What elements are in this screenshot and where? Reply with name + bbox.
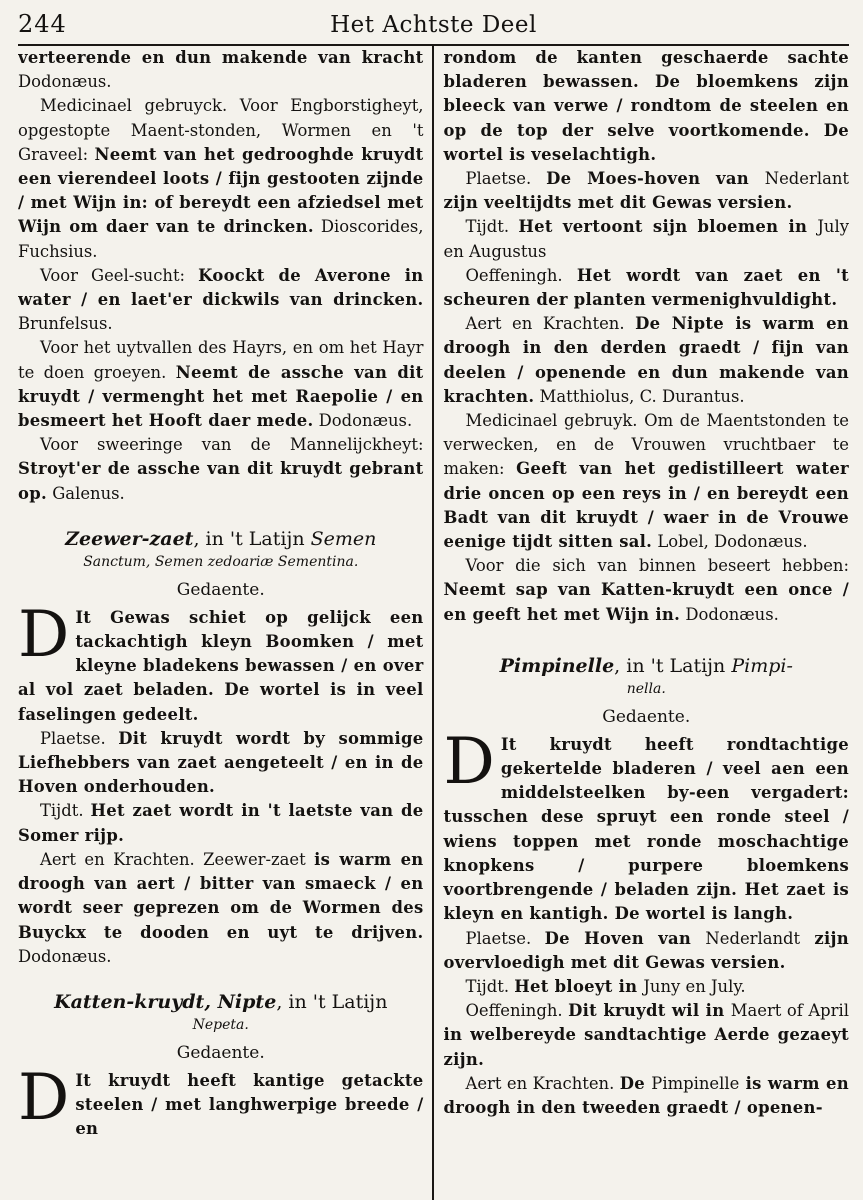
column-divider: [432, 46, 434, 1200]
blackletter-run: De Hoven van: [544, 928, 706, 948]
title-latin: Pimpi-: [731, 654, 793, 677]
paragraph: [444, 409, 850, 554]
description-text: It kruydt heeft rondtachtige gekertelde bladeren / veel aen een middelsteelken by-een vergadert: tusschen dese spruyt een ronde steel / wiens toppen met ronde moschachtige knopkens / purpere bloemkens voortbrengende / beladen zijn. Het zaet is kleyn en kantigh. De wortel is langh.: [443, 734, 850, 924]
blackletter-run: zijn overvloedigh met dit Gewas versien.: [443, 928, 849, 972]
roman-run: Tijdt.: [465, 217, 519, 237]
roman-run: Juny en July.: [643, 976, 746, 996]
page-number: 244: [18, 10, 67, 38]
roman-run: Dioscorides, Fuchsius.: [18, 217, 424, 261]
roman-run: Voor het uytvallen des Hayrs, en om het Hayr te doen groeyen.: [18, 338, 424, 382]
paragraph: [444, 46, 850, 167]
paragraph: [18, 727, 424, 800]
left-column: [18, 46, 430, 1200]
roman-run: Dodonæus.: [18, 72, 112, 92]
blackletter-run: in welbereyde sandtachtige Aerde gezaeyt zijn.: [443, 1025, 850, 1069]
title-rest: , in 't Latijn: [614, 654, 732, 677]
blackletter-run: Neemt van het gedrooghde kruydt een vierendeel loots / fijn gestooten zijnde / met Wijn in: of bereydt een afziedsel met Wijn om daer van te drincken.: [18, 144, 424, 237]
title-latin: Semen: [310, 527, 377, 550]
blackletter-run: Het zaet wordt in 't laetste van de Somer rijp.: [18, 801, 424, 845]
roman-run: Matthiolus, C. Durantus.: [534, 386, 745, 406]
roman-run: Oeffeningh.: [465, 1001, 569, 1021]
paragraph: [18, 264, 424, 337]
pimpinelle-description: [443, 724, 850, 927]
paragraph: [444, 215, 850, 263]
paragraph: [18, 94, 424, 263]
title-rest: , in 't Latijn: [193, 527, 311, 550]
title-name: Zeewer-zaet: [65, 527, 194, 550]
roman-run: Dodonæus.: [18, 946, 112, 966]
blackletter-run: verteerende en dun makende van kracht: [18, 48, 424, 67]
roman-run: Maert of April: [730, 1001, 849, 1021]
title-rest: , in 't Latijn: [276, 990, 388, 1013]
paragraph: [444, 167, 850, 215]
paragraph: [18, 433, 424, 506]
blackletter-run: Stroyt'er de assche van dit kruydt gebrant op.: [18, 459, 424, 503]
section-title-zeewer: [18, 526, 424, 552]
paragraph: [18, 799, 424, 847]
drop-cap: D: [18, 597, 70, 672]
title-name: Katten-kruydt, Nipte: [54, 990, 277, 1013]
blackletter-run: Geeft van het gedistilleert water drie oncen op een reys in / en bereydt een Badt van dit kruydt / waer in de Vrouwe eenige tijdt sitten sal.: [443, 459, 850, 552]
blackletter-run: Het vertoont sijn bloemen in: [518, 217, 818, 237]
roman-run: Medicinael gebruyk. Om de Maentstonden te verwecken, en de Vrouwen vruchtbaer te maken:: [443, 411, 850, 479]
paragraph: [444, 1072, 850, 1120]
paragraph: [444, 312, 850, 409]
roman-run: Dodonæus.: [313, 411, 413, 431]
roman-run: Aert en Krachten.: [465, 1073, 620, 1093]
katten-description: [18, 1060, 424, 1142]
title-name: Pimpinelle: [499, 654, 615, 677]
roman-run: Galenus.: [47, 483, 125, 503]
roman-run: Pimpinelle: [651, 1073, 740, 1093]
blackletter-run: Het wordt van zaet en 't scheuren der planten vermenighvuldight.: [443, 265, 850, 310]
section-title-pimpinelle: [444, 653, 850, 679]
roman-run: Voor Geel-sucht:: [40, 265, 199, 285]
blackletter-run: Dit kruydt wordt by sommige Liefhebbers van zaet aengeteelt / en in de Hoven onderhouden.: [18, 728, 424, 797]
roman-run: Nederlandt: [705, 928, 801, 948]
blackletter-run: De Nipte is warm en droogh in den derden graedt / fijn van deelen / openende en dun makende van krachten.: [443, 314, 850, 406]
roman-run: Medicinael gebruyck. Voor Engborstigheyt, opgestopte Maent-stonden, Wormen en 't Graveel:: [18, 96, 424, 164]
paragraph: [18, 848, 424, 969]
paragraph: [444, 975, 850, 999]
blackletter-run: is warm en droogh van aert / bitter van smaeck / en wordt seer geprezen om de Wormen des Buyckx te dooden en uyt te drijven.: [18, 849, 424, 942]
drop-cap: D: [443, 724, 495, 799]
blackletter-run: Neemt sap van Katten-kruydt een once / en geeft het met Wijn in.: [443, 580, 850, 624]
right-column: [436, 46, 850, 1200]
zeewer-description: [18, 597, 424, 727]
roman-run: Plaetse.: [40, 728, 119, 748]
blackletter-run: Het bloeyt in: [514, 976, 644, 996]
two-column-body: [18, 46, 849, 1200]
blackletter-run: zijn veeltijdts met dit Gewas versien.: [443, 193, 793, 213]
page-header: [18, 6, 849, 46]
paragraph: [444, 927, 850, 975]
description-text: It kruydt heeft kantige getackte steelen / met langhwerpige breede / en: [75, 1070, 424, 1139]
roman-run: Aert en Krachten.: [465, 314, 636, 334]
gedaente-heading: Gedaente.: [602, 706, 691, 727]
roman-run: Voor die sich van binnen beseert hebben:: [465, 556, 850, 576]
running-head: Het Achtste Deel: [330, 12, 537, 38]
blackletter-run: De: [619, 1073, 652, 1093]
blackletter-run: is warm en droogh in den tweeden graedt / openen-: [443, 1073, 850, 1117]
roman-run: Plaetse.: [465, 169, 547, 189]
roman-run: Nederlant: [764, 169, 849, 189]
roman-run: Oeffeningh.: [465, 265, 577, 285]
blackletter-run: Koockt de Averone in water / en laet'er dickwils van drincken.: [18, 265, 424, 310]
roman-run: July en Augustus: [443, 217, 849, 261]
section-subtitle-katten: Nepeta.: [192, 1016, 249, 1033]
section-subtitle-pimpinelle: nella.: [626, 680, 666, 697]
roman-run: Tijdt.: [465, 976, 515, 996]
paragraph: [18, 336, 424, 433]
roman-run: Voor sweeringe van de Mannelijckheyt:: [40, 435, 424, 455]
section-subtitle-zeewer: Sanctum, Semen zedoariæ Sementina.: [83, 553, 359, 570]
blackletter-run: Dit kruydt wil in: [568, 1001, 731, 1021]
roman-run: Plaetse.: [465, 928, 545, 948]
blackletter-run: Neemt de assche van dit kruydt / vermenght het met Raepolie / en besmeert het Hooft daer mede.: [18, 362, 424, 431]
description-text: It Gewas schiet op gelijck een tackachtigh kleyn Boomken / met kleyne bladekens bewassen / en over al vol zaet beladen. De wortel is in veel faselingen gedeelt.: [18, 607, 424, 724]
blackletter-run: rondom de kanten geschaerde sachte bladeren bewassen. De bloemkens zijn bleeck van verwe / rondtom de steelen en op de top der selve voortkomende. De wortel is veselachtigh.: [443, 48, 850, 164]
roman-run: Tijdt.: [40, 801, 91, 821]
paragraph: [444, 999, 850, 1072]
gedaente-heading: Gedaente.: [176, 579, 265, 600]
roman-run: Dodonæus.: [680, 604, 779, 624]
roman-run: Brunfelsus.: [18, 314, 113, 334]
roman-run: Aert en Krachten. Zeewer-zaet: [40, 849, 315, 869]
paragraph: [18, 46, 424, 94]
section-title-katten: [18, 989, 424, 1015]
roman-run: Lobel, Dodonæus.: [652, 532, 808, 552]
blackletter-run: De Moes-hoven van: [546, 169, 765, 189]
paragraph: [444, 554, 850, 627]
drop-cap: D: [18, 1060, 70, 1135]
gedaente-heading: Gedaente.: [176, 1042, 265, 1063]
paragraph: [444, 264, 850, 312]
